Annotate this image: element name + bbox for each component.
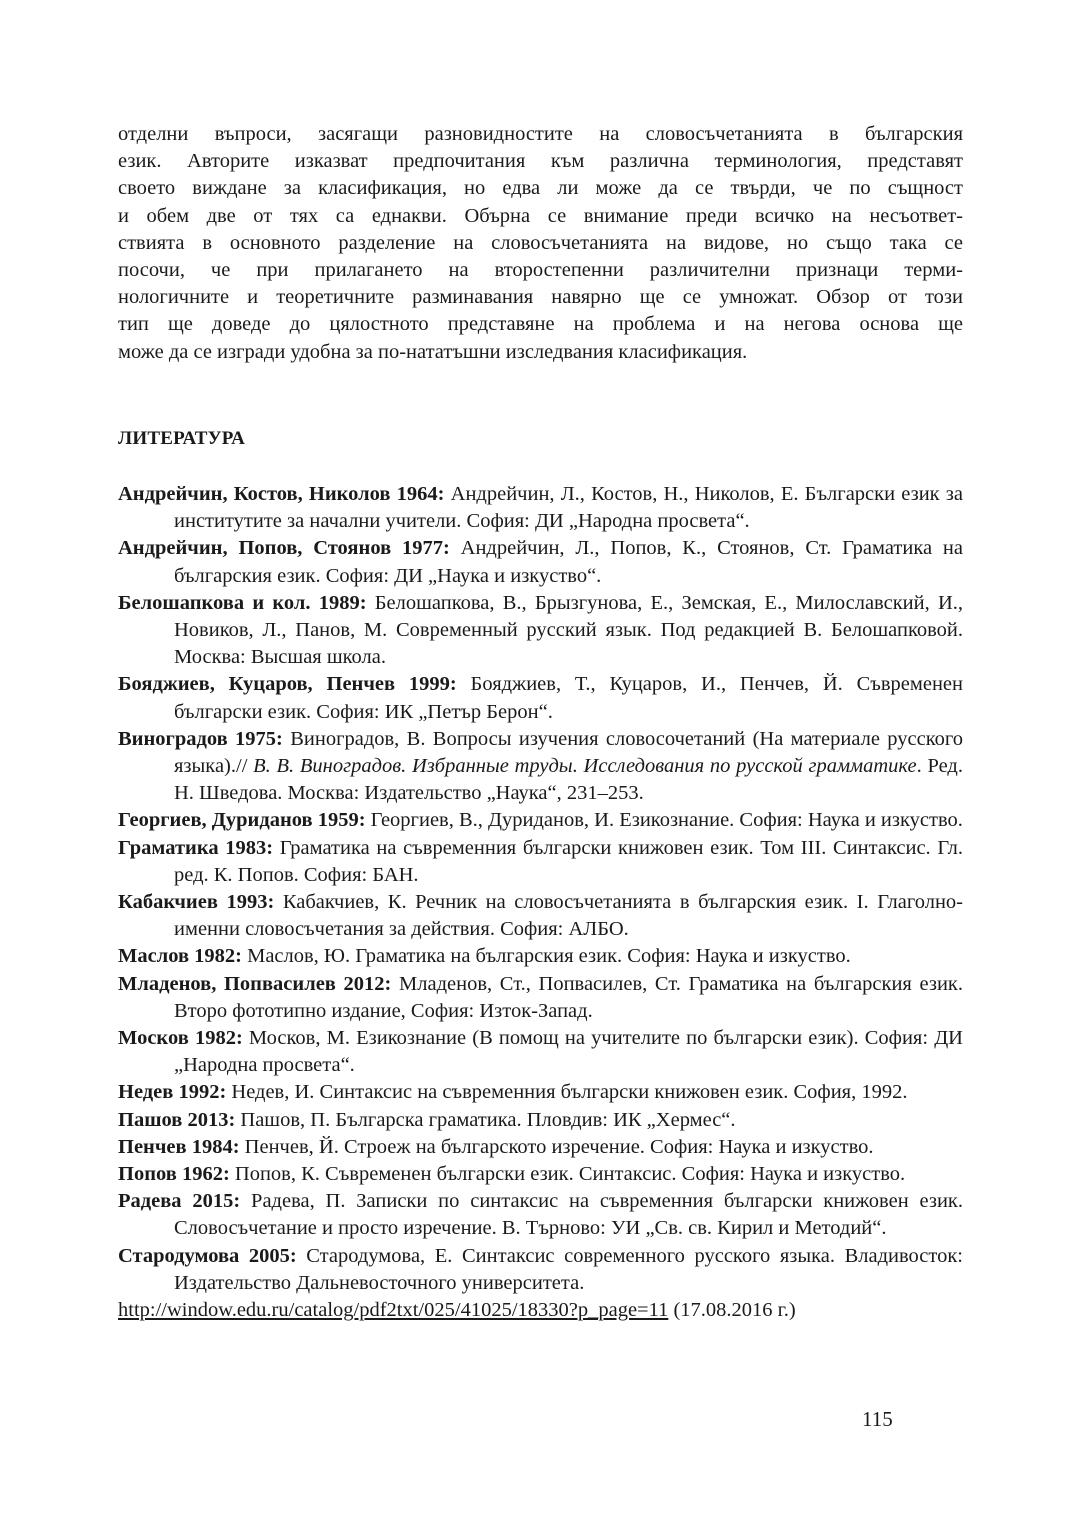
reference-text: Пашов, П. Българска граматика. Пловдив: ИК „Хермес“. — [235, 1108, 736, 1131]
reference-key: Радева 2015: — [118, 1190, 241, 1213]
reference-entry — [118, 481, 963, 535]
body-line: може да се изгради удобна за по-нататъшни изследвания класификация. — [118, 340, 748, 363]
reference-key: Георгиев, Дуриданов 1959: — [118, 809, 366, 832]
reference-entry — [118, 726, 963, 808]
reference-key: Пашов 2013: — [118, 1108, 236, 1131]
body-line: отделни въпроси, засягащи разновидностите на словосъчетанията в българския — [118, 123, 963, 145]
url-reference — [118, 1297, 963, 1324]
reference-text: Граматика на съвременния български книжовен език. Том III. Синтаксис. Гл. ред. К. Попов. София: БАН. — [174, 836, 964, 886]
section-heading: ЛИТЕРАТУРА — [118, 428, 246, 449]
reference-entry — [118, 535, 963, 589]
reference-text: . Ред. Н. Шведова. Москва: Издательство „Наука“, 231–253. — [174, 755, 963, 805]
reference-text: Радева, П. Записки по синтаксис на съвременния български книжовен език. Словосъчетание и просто изречение. В. Търново: УИ „Св. св. Кирил и Методий“. — [174, 1190, 964, 1240]
reference-text: Георгиев, В., Дуриданов, И. Езикознание. София: Наука и изкуство. — [365, 809, 963, 832]
body-line: посочи, че при прилагането на второстепенни различителни признаци терми- — [118, 259, 963, 282]
reference-entry — [118, 835, 963, 889]
reference-key: Стародумова 2005: — [118, 1244, 297, 1267]
reference-text: Маслов, Ю. Граматика на българския език. София: Наука и изкуство. — [241, 945, 851, 968]
reference-key: Бояджиев, Куцаров, Пенчев 1999: — [118, 673, 457, 696]
reference-text: Кабакчиев, К. Речник на словосъчетанията в българския език. I. Глаголно-именни словосъчетания за действия. София: АЛБО. — [174, 891, 963, 941]
reference-entry — [118, 671, 963, 725]
reference-entry — [118, 889, 963, 943]
body-line: своето виждане за класификация, но едва ли може да се твърди, че по същност — [118, 177, 963, 200]
reference-text: Андрейчин, Л., Попов, К., Стоянов, Ст. Граматика на българския език. София: ДИ „Наука и изкуство“. — [174, 537, 963, 587]
reference-text: Бояджиев, Т., Куцаров, И., Пенчев, Й. Съвременен български език. София: ИК „Петър Берон“. — [174, 673, 963, 723]
reference-link[interactable]: http://window.edu.ru/catalog/pdf2txt/025/41025/18330?p_page=11 — [118, 1299, 669, 1322]
body-line: ствията в основното разделение на словосъчетанията на видове, но също така се — [118, 231, 963, 254]
reference-entry — [118, 590, 963, 672]
reference-text: Стародумова, Е. Синтаксис современного русского языка. Владивосток: Издательство Дальневосточного университета. — [174, 1244, 963, 1294]
reference-text: Виноградов, В. Вопросы изучения словосочетаний (На материале русского языка).// — [174, 727, 964, 778]
reference-text: В. В. Виноградов. Избранные труды. Исследования по русской грамматике — [253, 755, 917, 778]
references-list — [118, 481, 963, 1324]
reference-key: Младенов, Попвасилев 2012: — [118, 972, 392, 995]
reference-entry — [118, 1161, 963, 1188]
reference-text: Недев, И. Синтаксис на съвременния български книжовен език. София, 1992. — [226, 1081, 908, 1104]
reference-key: Белошапкова и кол. 1989: — [118, 591, 367, 614]
reference-entry — [118, 1025, 963, 1079]
reference-entry — [118, 1134, 963, 1161]
reference-key: Граматика 1983: — [118, 836, 274, 859]
reference-entry — [118, 1188, 963, 1242]
body-paragraph — [118, 121, 963, 366]
reference-text: Попов, К. Съвременен български език. Синтаксис. София: Наука и изкуство. — [229, 1163, 906, 1186]
page-number: 115 — [862, 1407, 893, 1431]
reference-text: Белошапкова, В., Брызгунова, Е., Земская, Е., Милославский, И., Новиков, Л., Панов, М. Современный русский язык. Под редакцией В. Белошапковой. Москва: Высшая школа. — [174, 591, 963, 669]
reference-key: Кабакчиев 1993: — [118, 891, 275, 914]
reference-entry — [118, 1243, 963, 1297]
reference-key: Андрейчин, Костов, Николов 1964: — [118, 483, 445, 505]
reference-entry — [118, 1079, 963, 1106]
reference-text: Москов, М. Езикознание (В помощ на учителите по български език). София: ДИ „Народна просвета“. — [174, 1027, 963, 1077]
body-line: език. Авторите изказват предпочитания към различна терминология, представят — [118, 150, 963, 173]
body-line: тип ще доведе до цялостното представяне на проблема и на негова основа ще — [118, 313, 963, 336]
reference-text: Пенчев, Й. Строеж на българското изречение. София: Наука и изкуство. — [239, 1135, 874, 1158]
reference-key: Андрейчин, Попов, Стоянов 1977: — [118, 537, 450, 560]
reference-text: Андрейчин, Л., Костов, Н., Николов, Е. Български език за институтите за начални учители. София: ДИ „Народна просвета“. — [174, 483, 963, 533]
reference-key: Недев 1992: — [118, 1081, 227, 1104]
body-line: и обем две от тях са еднакви. Обърна се внимание преди всичко на несъответ- — [118, 204, 963, 227]
reference-key: Москов 1982: — [118, 1027, 243, 1050]
reference-entry — [118, 1107, 963, 1134]
access-date: (17.08.2016 г.) — [668, 1299, 796, 1322]
reference-entry — [118, 943, 963, 970]
reference-key: Пенчев 1984: — [118, 1135, 240, 1158]
body-line: нологичните и теоретичните разминавания навярно ще се умножат. Обзор от този — [118, 286, 963, 309]
reference-key: Маслов 1982: — [118, 945, 242, 968]
reference-entry — [118, 971, 963, 1025]
reference-entry — [118, 807, 963, 834]
reference-key: Попов 1962: — [118, 1163, 230, 1186]
reference-text: Младенов, Ст., Попвасилев, Ст. Граматика на българския език. Второ фототипно издание, София: Изток-Запад. — [174, 972, 964, 1022]
reference-key: Виноградов 1975: — [118, 727, 283, 750]
